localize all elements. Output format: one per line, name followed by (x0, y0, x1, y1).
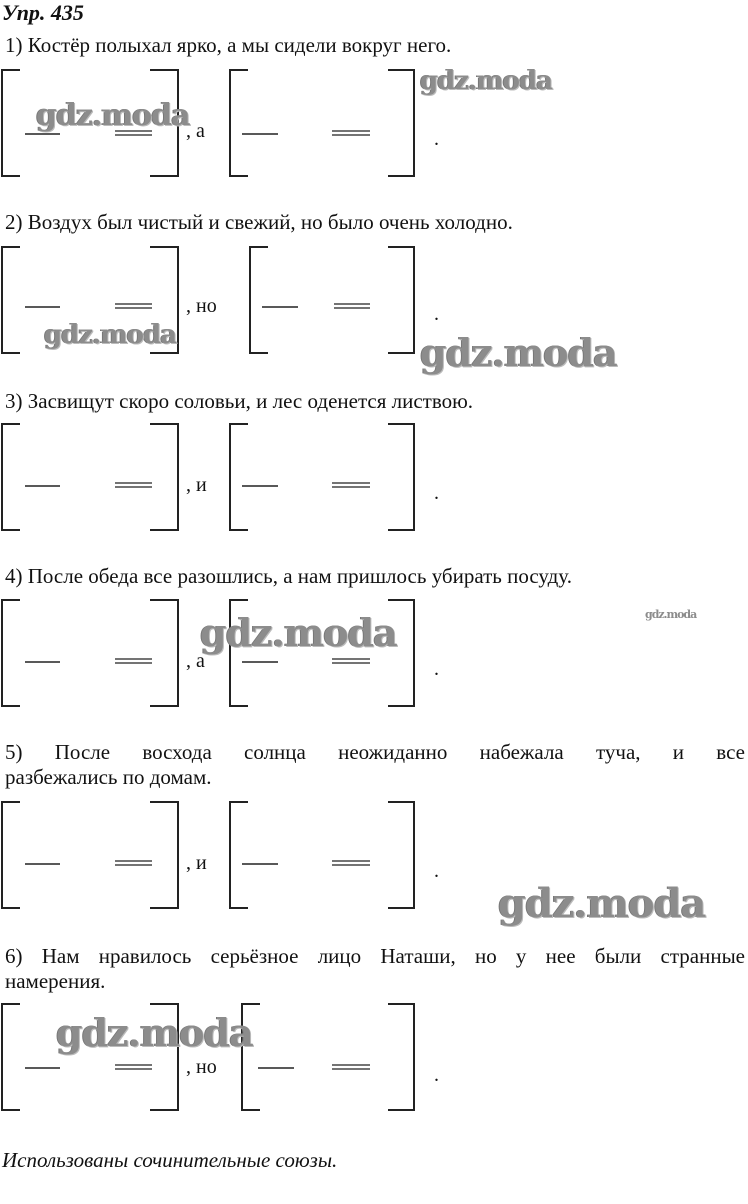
watermark: gdz.moda (56, 1010, 253, 1055)
conjunction: , а (186, 650, 205, 672)
bracket-svg (0, 68, 180, 178)
exercise-title: Упр. 435 (2, 0, 84, 25)
clause-box (228, 68, 416, 178)
sentence-line: 3) Засвищут скоро соловьи, и лес оденется листвою. (5, 389, 474, 413)
sentence-4 (5, 564, 745, 589)
bracket-svg (228, 422, 416, 532)
clause-box (0, 1002, 180, 1112)
bracket-svg (0, 598, 180, 708)
conjunction: , но (186, 295, 217, 317)
conjunction: , а (186, 120, 205, 142)
scheme-end: . (434, 1064, 439, 1086)
clause-box (0, 68, 180, 178)
sentence-line: разбежались по домам. (5, 765, 212, 789)
clause-box (248, 245, 416, 355)
sentence-5 (5, 740, 745, 790)
conclusion-text: Использованы сочинительные союзы. (2, 1148, 338, 1172)
bracket-svg (0, 1002, 180, 1112)
bracket-svg (228, 68, 416, 178)
clause-box (0, 245, 180, 355)
scheme-3 (0, 422, 748, 537)
scheme-5 (0, 800, 748, 915)
sentence-line: 2) Воздух был чистый и свежий, но было очень холодно. (5, 210, 513, 234)
bracket-svg (248, 245, 416, 355)
sentence-3 (5, 389, 745, 414)
scheme-end: . (434, 128, 439, 150)
bracket-svg (0, 422, 180, 532)
clause-box (240, 1002, 416, 1112)
sentence-line: 5) После восхода солнца неожиданно набежала туча, и все (5, 740, 745, 764)
sentence-line: 6) Нам нравилось серьёзное лицо Наташи, но у нее были странные (5, 944, 745, 968)
watermark: gdz.moda (498, 880, 706, 927)
scheme-4 (0, 598, 748, 713)
bracket-svg (0, 800, 180, 910)
watermark: gdz.moda (36, 98, 190, 133)
conjunction: , но (186, 1056, 217, 1078)
bracket-svg (0, 245, 180, 355)
bracket-svg (228, 800, 416, 910)
clause-box (0, 800, 180, 910)
sentence-line: 4) После обеда все разошлись, а нам пришлось убирать посуду. (5, 564, 572, 588)
watermark: gdz.moda (420, 66, 553, 96)
scheme-end: . (434, 658, 439, 680)
clause-box (228, 422, 416, 532)
clause-box (0, 422, 180, 532)
sentence-2 (5, 210, 745, 235)
bracket-svg (228, 598, 416, 708)
bracket-svg (240, 1002, 416, 1112)
scheme-end: . (434, 303, 439, 325)
scheme-end: . (434, 482, 439, 504)
conjunction: , и (186, 852, 207, 874)
sentence-1 (5, 33, 745, 58)
sentence-line: 1) Костёр полыхал ярко, а мы сидели вокруг него. (5, 33, 452, 57)
scheme-1 (0, 68, 748, 183)
clause-box (0, 598, 180, 708)
clause-box (228, 800, 416, 910)
scheme-end: . (434, 860, 439, 882)
clause-box (228, 598, 416, 708)
watermark: gdz.moda (44, 320, 177, 350)
scheme-2 (0, 245, 748, 360)
sentence-line: намерения. (5, 969, 106, 993)
watermark: gdz.moda (200, 610, 397, 655)
watermark: gdz.moda (420, 330, 617, 375)
sentence-6 (5, 944, 745, 994)
scheme-6 (0, 1002, 748, 1117)
watermark: gdz.moda (645, 608, 697, 621)
conjunction: , и (186, 474, 207, 496)
